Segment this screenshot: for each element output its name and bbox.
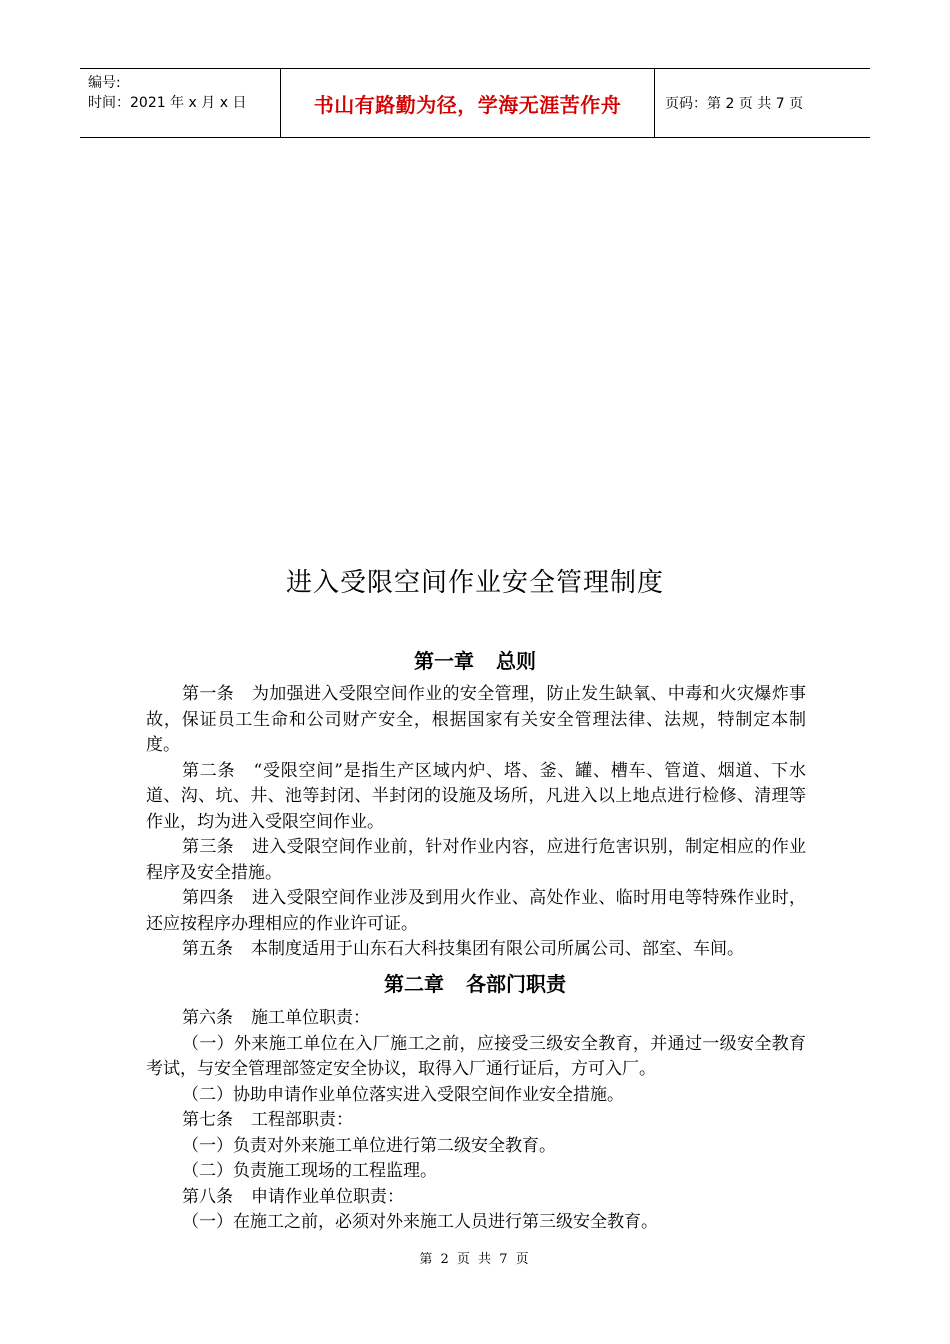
chapter2-body — [146, 1006, 806, 1236]
time-label: 时间：2021 年 x 月 x 日 — [88, 95, 247, 111]
article-number: 第三条 — [182, 837, 234, 857]
article-number: 第六条 — [182, 1008, 233, 1028]
chapter-name: 总则 — [496, 649, 536, 673]
article-text: “受限空间”是指生产区域内炉、塔、釜、罐、槽车、管道、烟道、下水道、沟、坑、井、池等封闭、半封闭的设施及场所，凡进入以上地点进行检修、清理等作业，均为进入受限空间作业。 — [146, 760, 806, 832]
article-item: （一）负责对外来施工单位进行第二级安全教育。 — [182, 1135, 556, 1156]
article — [146, 1108, 806, 1134]
article-item: （二）协助申请作业单位落实进入受限空间作业安全措施。 — [182, 1084, 624, 1105]
header-meta — [80, 69, 281, 137]
article-number: 第二条 — [182, 760, 236, 781]
article-text: 进入受限空间作业前，针对作业内容，应进行危害识别，制定相应的作业程序及安全措施。 — [146, 837, 807, 883]
article-text: 本制度适用于山东石大科技集团有限公司所属公司、部室、车间。 — [251, 939, 744, 959]
article — [146, 682, 806, 759]
serial-label: 编号: — [88, 75, 121, 91]
chapter-heading-1 — [0, 645, 950, 674]
chapter-name: 各部门职责 — [466, 972, 566, 996]
article-text: 进入受限空间作业涉及到用火作业、高处作业、临时用电等特殊作业时，还应按程序办理相应的作业许可证。 — [146, 888, 807, 934]
article-number: 第八条 — [182, 1186, 233, 1207]
article — [146, 1006, 806, 1032]
article-number: 第七条 — [182, 1110, 233, 1130]
chapter1-body — [146, 682, 806, 963]
document-title: 进入受限空间作业安全管理制度 — [285, 568, 664, 598]
article-text: 为加强进入受限空间作业的安全管理，防止发生缺氧、中毒和火灾爆炸事故，保证员工生命和公司财产安全，根据国家有关安全管理法律、法规，特制定本制度。 — [146, 684, 807, 755]
chapter-number: 第一章 — [414, 649, 474, 673]
article — [146, 886, 806, 937]
article-number: 第四条 — [182, 888, 234, 908]
article-text: 申请作业单位职责： — [251, 1186, 404, 1207]
article — [146, 1185, 806, 1211]
article-text: 工程部职责： — [251, 1110, 353, 1130]
article-item: （一）外来施工单位在入厂施工之前，应接受三级安全教育，并通过一级安全教育考试，与安全管理部签定安全协议，取得入厂通行证后，方可入厂。 — [146, 1033, 806, 1079]
article-text: 施工单位职责： — [251, 1008, 370, 1028]
article — [146, 937, 806, 963]
article-item: （二）负责施工现场的工程监理。 — [182, 1161, 437, 1181]
chapter-number: 第二章 — [384, 972, 444, 996]
chapter-heading-2 — [0, 968, 950, 997]
article — [146, 835, 806, 886]
header-motto: 书山有路勤为径，学海无涯苦作舟 — [281, 69, 655, 137]
article-number: 第一条 — [182, 684, 234, 704]
header-page-info: 页码：第 2 页 共 7 页 — [665, 96, 804, 112]
article-item: （一）在施工之前，必须对外来施工人员进行第三级安全教育。 — [182, 1212, 658, 1232]
page-header — [80, 68, 870, 138]
article-number: 第五条 — [182, 939, 233, 959]
article — [146, 759, 806, 836]
page-footer: 第 2 页 共 7 页 — [419, 1252, 531, 1267]
